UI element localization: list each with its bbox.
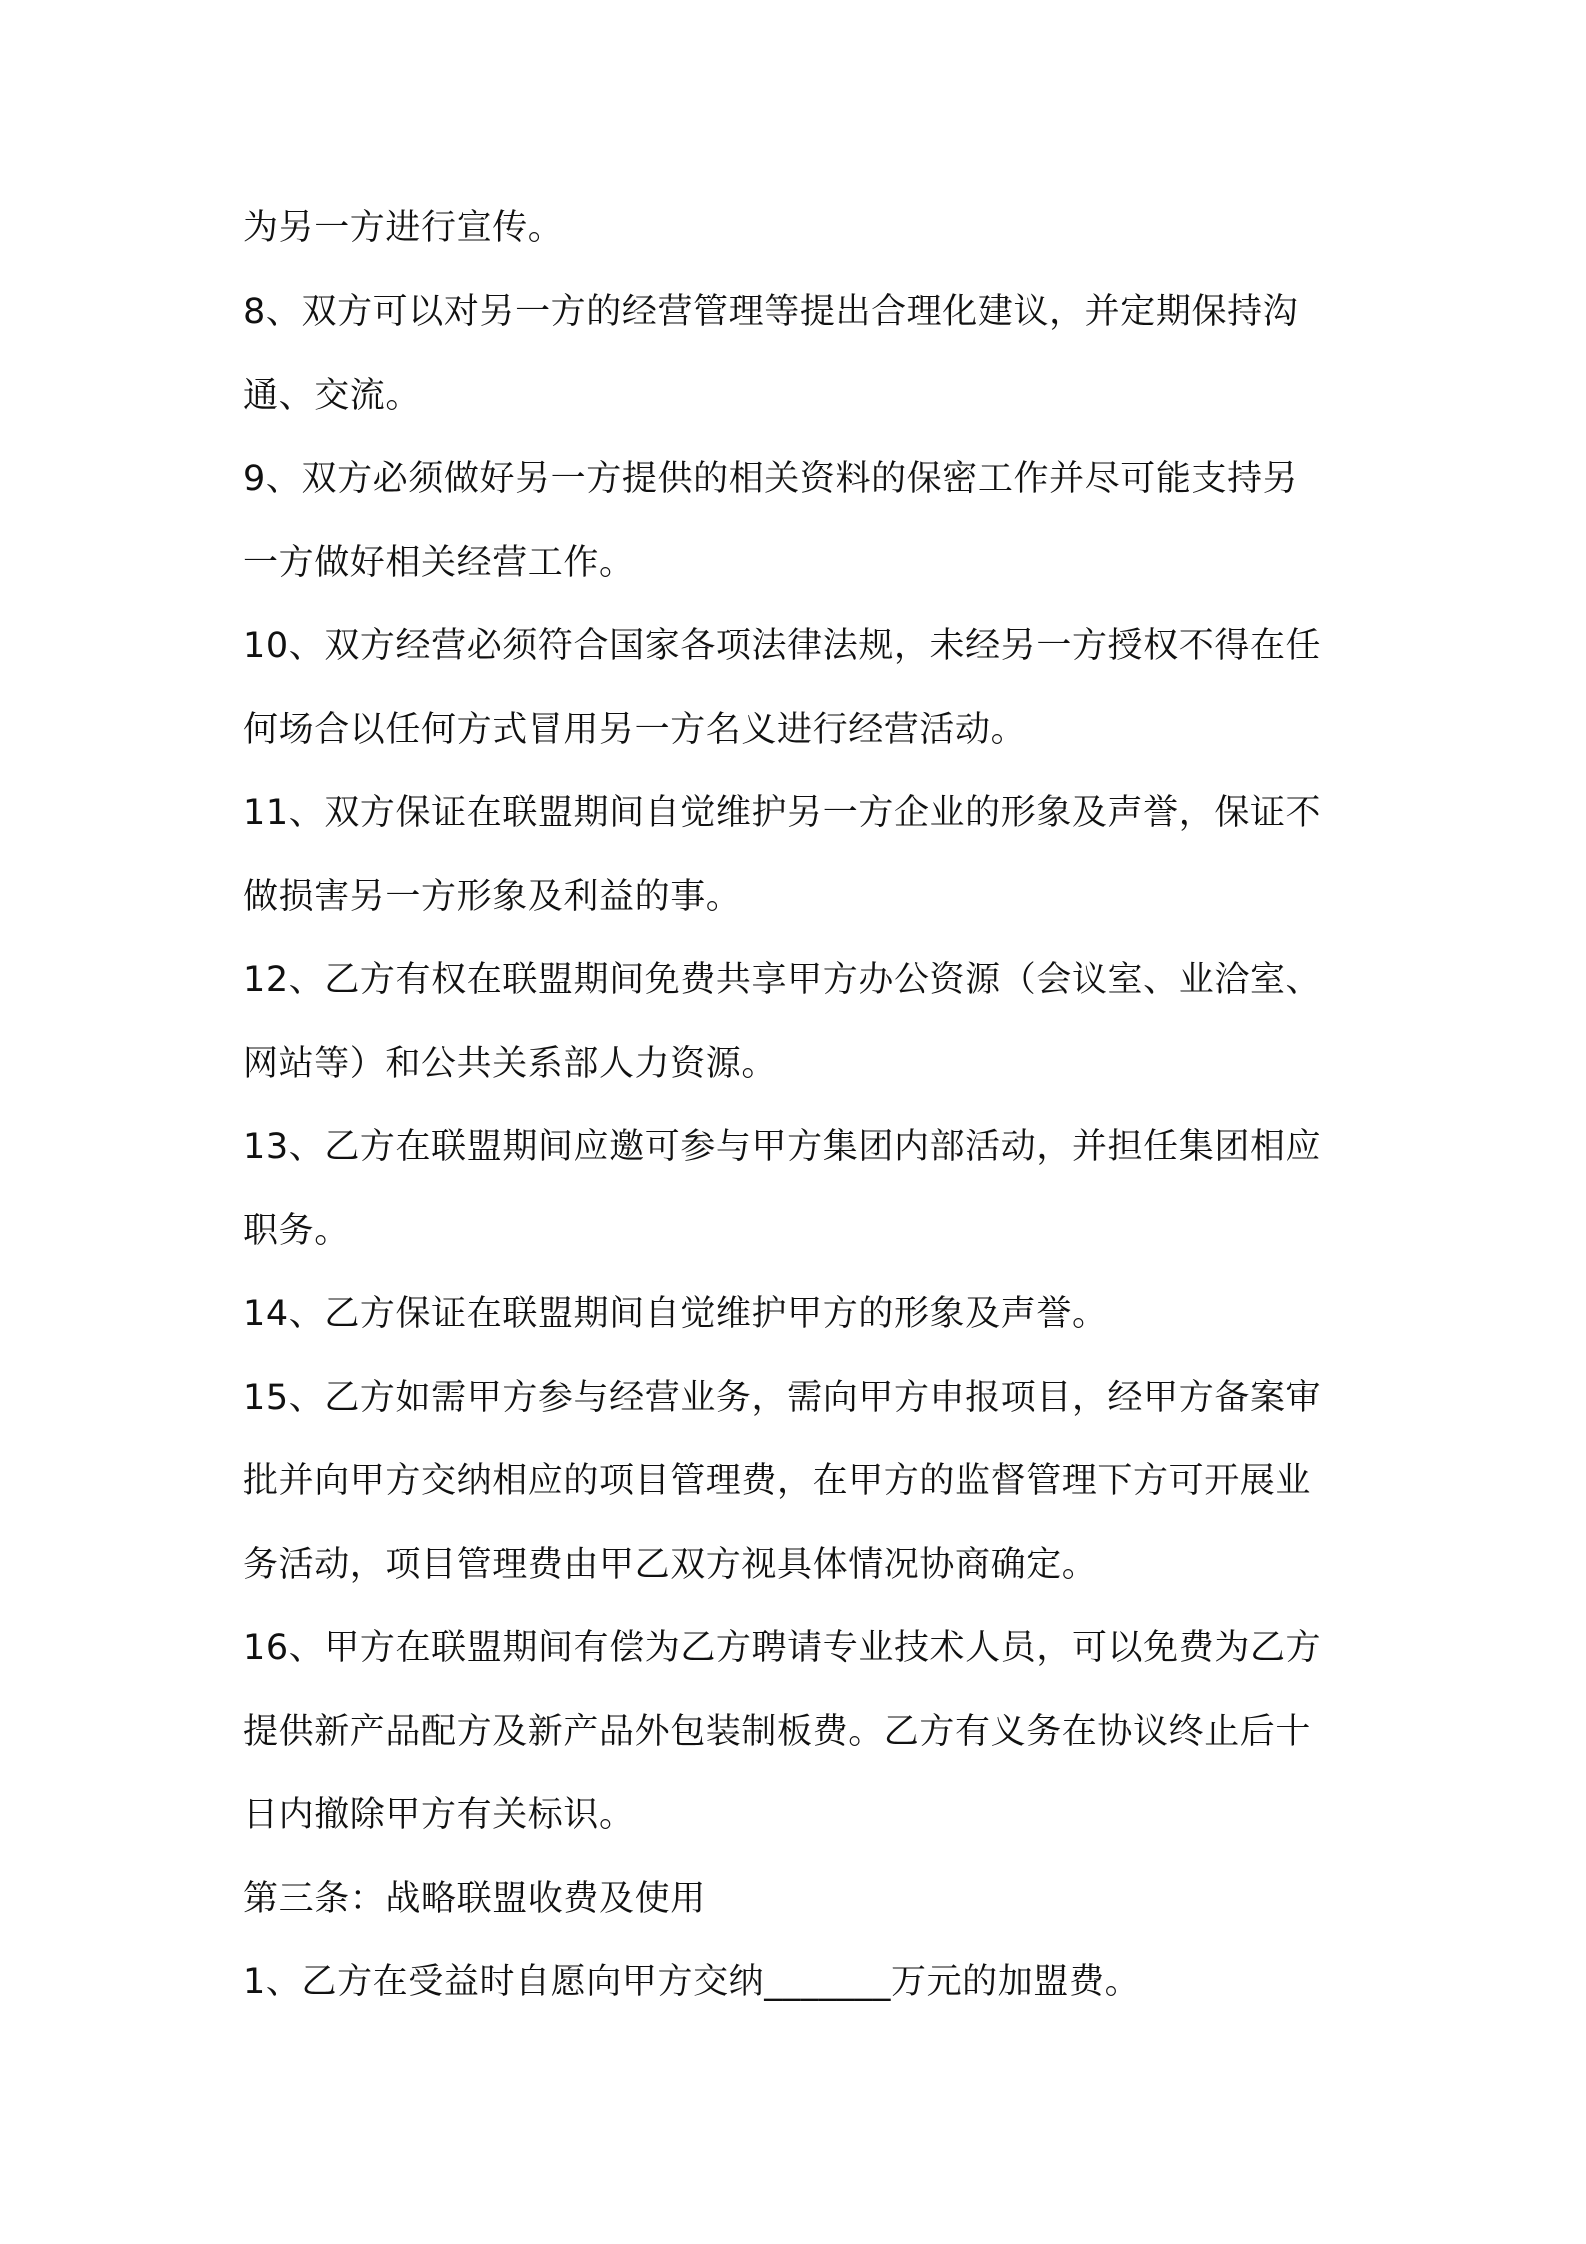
- clause-12-line-1: 12、乙方有权在联盟期间免费共享甲方办公资源（会议室、业洽室、: [243, 960, 1322, 1000]
- clause-13-line-2: 职务。: [243, 1211, 350, 1251]
- clause-8-line-1: 8、双方可以对另一方的经营管理等提出合理化建议，并定期保持沟: [243, 292, 1299, 332]
- clause-13-line-1: 13、乙方在联盟期间应邀可参与甲方集团内部活动，并担任集团相应: [243, 1127, 1322, 1167]
- clause-16-line-3: 日内撤除甲方有关标识。: [243, 1795, 635, 1835]
- clause-8-line-2: 通、交流。: [243, 376, 422, 416]
- clause-12-line-2: 网站等）和公共关系部人力资源。: [243, 1044, 778, 1084]
- clause-10-line-1: 10、双方经营必须符合国家各项法律法规，未经另一方授权不得在任: [243, 626, 1322, 666]
- clause-9-line-2: 一方做好相关经营工作。: [243, 543, 635, 583]
- clause-16-line-1: 16、甲方在联盟期间有偿为乙方聘请专业技术人员，可以免费为乙方: [243, 1628, 1322, 1668]
- text-line: 为另一方进行宣传。: [243, 208, 564, 248]
- clause-14-line-1: 14、乙方保证在联盟期间自觉维护甲方的形象及声誉。: [243, 1294, 1108, 1334]
- clause-16-line-2: 提供新产品配方及新产品外包装制板费。乙方有义务在协议终止后十: [243, 1712, 1312, 1752]
- fee-clause-1: 1、乙方在受益时自愿向甲方交纳_______万元的加盟费。: [243, 1962, 1141, 2002]
- clause-9-line-1: 9、双方必须做好另一方提供的相关资料的保密工作并尽可能支持另: [243, 459, 1299, 499]
- section-heading: 第三条：战略联盟收费及使用: [243, 1879, 706, 1919]
- clause-15-line-3: 务活动，项目管理费由甲乙双方视具体情况协商确定。: [243, 1545, 1098, 1585]
- clause-15-line-1: 15、乙方如需甲方参与经营业务，需向甲方申报项目，经甲方备案审: [243, 1378, 1322, 1418]
- clause-11-line-2: 做损害另一方形象及利益的事。: [243, 877, 742, 917]
- clause-10-line-2: 何场合以任何方式冒用另一方名义进行经营活动。: [243, 710, 1027, 750]
- clause-15-line-2: 批并向甲方交纳相应的项目管理费，在甲方的监督管理下方可开展业: [243, 1461, 1312, 1501]
- clause-11-line-1: 11、双方保证在联盟期间自觉维护另一方企业的形象及声誉，保证不: [243, 793, 1322, 833]
